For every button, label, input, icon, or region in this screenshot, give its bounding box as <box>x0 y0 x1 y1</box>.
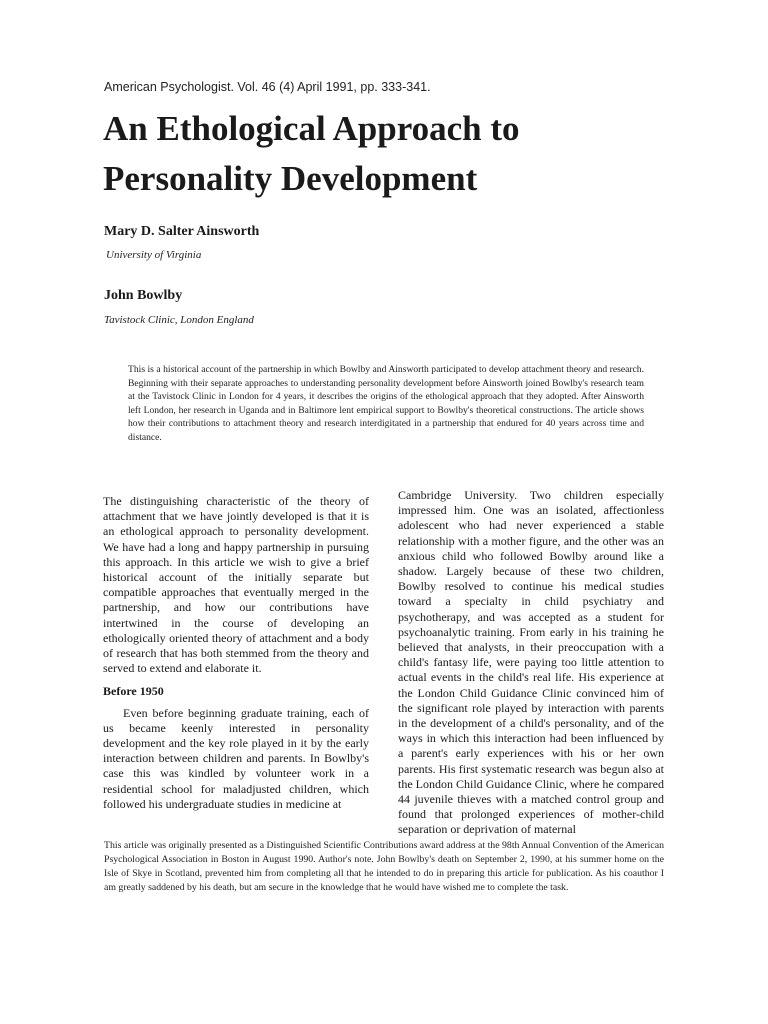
body-paragraph-continued: Cambridge University. Two children especially impressed him. One was an isolated, affectionless adolescent who had never experienced a stable relationship with a mother figure, and the other was an anxious child who followed Bowlby around like a shadow. Largely because of these two children, Bowlby resolved to continue his medical studies toward a specialty in child psychiatry and psychotherapy, and was accepted as a student for psychoanalytic training. From early in his training he believed that analysts, in their preoccupation with a child's fantasy life, were paying too little attention to actual events in the child's real life. His experience at the London Child Guidance Clinic convinced him of the significant role played by interaction with parents in the development of a child's personality, and of the ways in which this interaction had been influenced by a parent's early experiences with his or her own parents. His first systematic research was begun also at the London Child Guidance Clinic, where he compared 44 juvenile thieves with a matched control group and found that prolonged experiences of mother-child separation or deprivation of maternal <box>398 488 664 837</box>
body-column-right <box>398 488 664 838</box>
author-name: John Bowlby <box>104 288 183 303</box>
section-heading: Before 1950 <box>103 684 164 699</box>
body-paragraph: Even before beginning graduate training, each of us became keenly interested in personality development and the key role played in it by the early interaction between children and parents. In Bowlby's case this was kindled by volunteer work in a residential school for maladjusted children, which followed his undergraduate studies in medicine at <box>103 705 369 811</box>
abstract: This is a historical account of the partnership in which Bowlby and Ainsworth participated to develop attachment theory and research. Beginning with their separate approaches to understanding personality development before Ainsworth joined Bowlby's research team at the Tavistock Clinic in London for 4 years, it describes the origins of the ethological approach that they adopted. After Ainsworth left London, her research in Uganda and in Baltimore lent empirical support to Bowlby's theoretical constructions. The article shows how their contributions to attachment theory and research interdigitated in a partnership that endured for 40 years across time and distance. <box>128 364 644 443</box>
author-affiliation: University of Virginia <box>106 249 202 261</box>
title-line-1: An Ethological Approach to <box>103 109 520 148</box>
footnote: This article was originally presented as a Distinguished Scientific Contributions award address at the 98th Annual Convention of the American Psychological Association in Boston in August 1990. Author's note. John Bowlby's death on September 2, 1990, at his summer home on the Isle of Skye in Scotland, prevented him from completing all that he intended to do in preparing this article for publication. As his coauthor I am greatly saddened by his death, but am secure in the knowledge that he would have wished me to complete the task. <box>104 840 664 893</box>
author-affiliation: Tavistock Clinic, London England <box>104 314 254 326</box>
intro-paragraph: The distinguishing characteristic of the theory of attachment that we have jointly developed is that it is an ethological approach to personality development. We have had a long and happy partnership in pursuing this approach. In this article we wish to give a brief historical account of the initially separate but compatible approaches that eventually merged in the partnership, and how our contributions have intertwined in the course of developing an ethologically oriented theory of attachment and a body of research that has both stemmed from the theory and served to extend and elaborate it. <box>103 494 369 676</box>
title-line-2: Personality Development <box>103 159 478 198</box>
journal-citation: American Psychologist. Vol. 46 (4) April 1991, pp. 333-341. <box>104 80 431 94</box>
article-title <box>103 104 663 204</box>
author-name: Mary D. Salter Ainsworth <box>104 224 260 239</box>
body-column-left <box>103 494 369 812</box>
